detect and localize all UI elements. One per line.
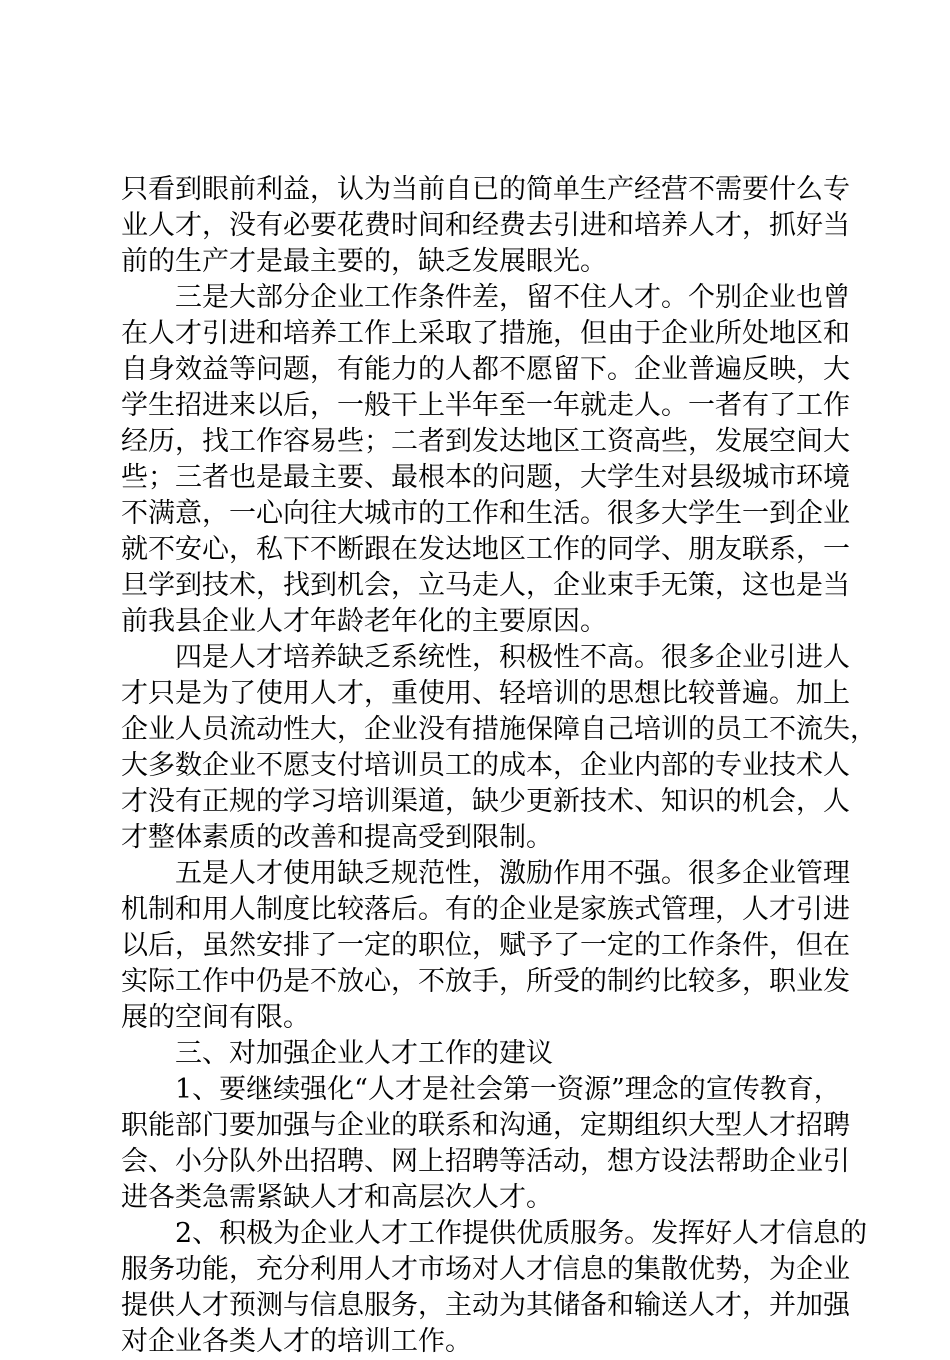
text-line: 经历，找工作容易些；二者到发达地区工资高些，发展空间大 xyxy=(121,426,850,457)
text-line: 实际工作中仍是不放心，不放手，所受的制约比较多，职业发 xyxy=(121,966,850,997)
text-line: 在人才引进和培养工作上采取了措施，但由于企业所处地区和 xyxy=(121,318,850,349)
text-line: 以后，虽然安排了一定的职位，赋予了一定的工作条件，但在 xyxy=(121,930,850,961)
text-line: 展的空间有限。 xyxy=(121,1002,310,1033)
text-line: 进各类急需紧缺人才和高层次人才。 xyxy=(121,1182,553,1213)
text-line: 前的生产才是最主要的，缺乏发展眼光。 xyxy=(121,246,607,277)
paragraph-start-line: 1、要继续强化“人才是社会第一资源”理念的宣传教育， xyxy=(175,1074,841,1105)
text-line: 些；三者也是最主要、最根本的问题，大学生对县级城市环境 xyxy=(121,462,850,493)
paragraph-start-line: 四是人才培养缺乏系统性，积极性不高。很多企业引进人 xyxy=(175,642,850,673)
text-line: 不满意，一心向往大城市的工作和生活。很多大学生一到企业 xyxy=(121,498,850,529)
text-line: 服务功能，充分利用人才市场对人才信息的集散优势，为企业 xyxy=(121,1254,850,1285)
text-line: 只看到眼前利益，认为当前自已的简单生产经营不需要什么专 xyxy=(121,174,850,205)
text-line: 企业人员流动性大，企业没有措施保障自己培训的员工不流失， xyxy=(121,714,877,745)
text-line: 才没有正规的学习培训渠道，缺少更新技术、知识的机会，人 xyxy=(121,786,850,817)
text-line: 大多数企业不愿支付培训员工的成本，企业内部的专业技术人 xyxy=(121,750,850,781)
text-line: 会、小分队外出招聘、网上招聘等活动，想方设法帮助企业引 xyxy=(121,1146,850,1177)
text-line: 对企业各类人才的培训工作。 xyxy=(121,1326,472,1357)
paragraph-start-line: 2、积极为企业人才工作提供优质服务。发挥好人才信息的 xyxy=(175,1218,868,1249)
text-line: 职能部门要加强与企业的联系和沟通，定期组织大型人才招聘 xyxy=(121,1110,850,1141)
text-line: 机制和用人制度比较落后。有的企业是家族式管理，人才引进 xyxy=(121,894,850,925)
text-line: 前我县企业人才年龄老年化的主要原因。 xyxy=(121,606,607,637)
paragraph-start-line: 五是人才使用缺乏规范性，激励作用不强。很多企业管理 xyxy=(175,858,850,889)
text-line: 旦学到技术，找到机会，立马走人，企业束手无策，这也是当 xyxy=(121,570,850,601)
text-line: 自身效益等问题，有能力的人都不愿留下。企业普遍反映，大 xyxy=(121,354,850,385)
section-heading: 三、对加强企业人才工作的建议 xyxy=(175,1038,553,1069)
text-line: 提供人才预测与信息服务，主动为其储备和输送人才，并加强 xyxy=(121,1290,850,1321)
text-line: 学生招进来以后，一般干上半年至一年就走人。一者有了工作 xyxy=(121,390,850,421)
paragraph-start-line: 三是大部分企业工作条件差，留不住人才。个别企业也曾 xyxy=(175,282,850,313)
text-line: 才只是为了使用人才，重使用、轻培训的思想比较普遍。加上 xyxy=(121,678,850,709)
text-line: 就不安心，私下不断跟在发达地区工作的同学、朋友联系，一 xyxy=(121,534,850,565)
text-line: 才整体素质的改善和提高受到限制。 xyxy=(121,822,553,853)
text-line: 业人才，没有必要花费时间和经费去引进和培养人才，抓好当 xyxy=(121,210,850,241)
